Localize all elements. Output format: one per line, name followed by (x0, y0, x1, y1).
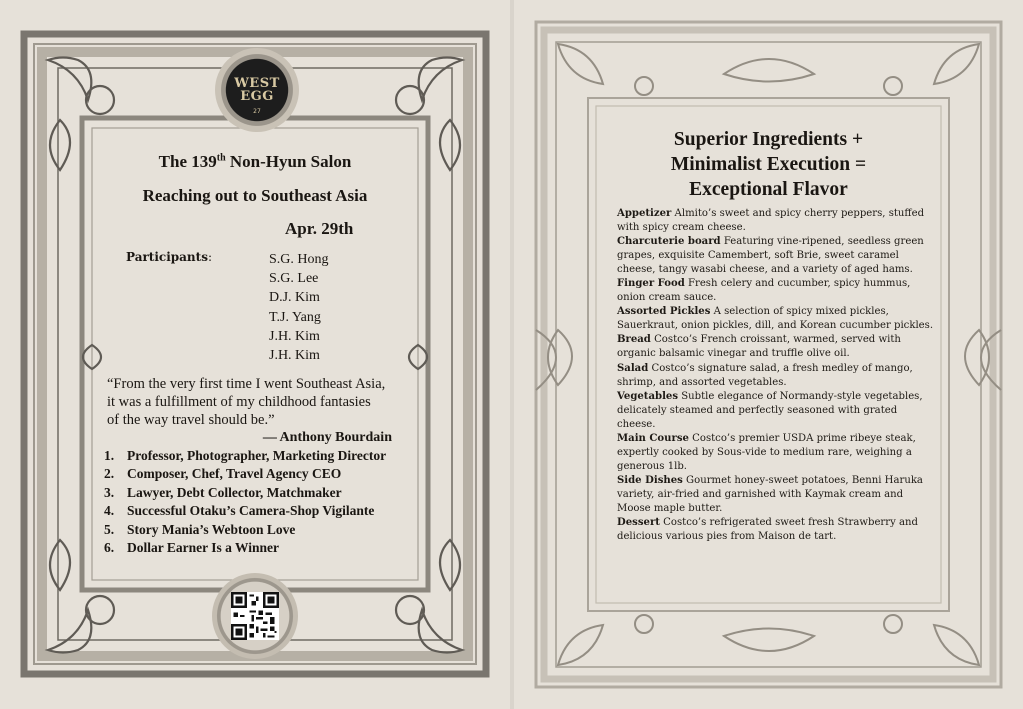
logo-text: WEST EGG (234, 76, 280, 104)
participant: J.H. Kim (269, 348, 320, 364)
menu-item: Side Dishes Gourmet honey-sweet potatoes, Benni Haruka variety, air-fried and garnished with Kaymak cream and Moose maple butter. (617, 474, 923, 514)
qr-medallion[interactable] (212, 573, 298, 659)
list-item: 6. Dollar Earner Is a Winner (104, 540, 280, 556)
participant: S.G. Lee (269, 271, 319, 287)
menu-title: Superior Ingredients + Minimalist Execution = Exceptional Flavor (670, 129, 867, 200)
west-egg-logo (215, 48, 299, 132)
menu-item: Dessert Costco’s refrigerated sweet fresh Strawberry and delicious various pies from Maison de tart. (617, 517, 918, 543)
invitation-card (0, 0, 510, 709)
participant: D.J. Kim (269, 290, 320, 306)
event-date: Apr. 29th (285, 219, 354, 238)
menu-card (514, 0, 1023, 709)
menu-item: Salad Costco’s signature salad, a fresh medley of mango, shrimp, and assorted vegetables. (617, 362, 913, 388)
menu-item: Appetizer Almito’s sweet and spicy cherry peppers, stuffed with spicy cream cheese. (617, 208, 925, 234)
salon-subtitle: Reaching out to Southeast Asia (142, 186, 368, 205)
quote-author: — Anthony Bourdain (262, 430, 392, 445)
menu-item: Main Course Costco’s premier USDA prime ribeye steak, expertly cooked by Sous-vide to medium rare, weighing a generous 1lb. (617, 432, 916, 472)
menu-item: Vegetables Subtle elegance of Normandy-style vegetables, delicately steamed and perfectly seasoned with grated cheese. (617, 390, 923, 430)
menu-item: Bread Costco’s French croissant, warmed, served with organic balsamic vinegar and truffle olive oil. (617, 334, 901, 360)
bourdain-quote: “From the very first time I went Southeast Asia, it was a fulfillment of my childhood fantasies of the way travel should be.” (107, 376, 386, 428)
list-item: 5. Story Mania’s Webtoon Love (104, 521, 296, 537)
list-item: 1. Professor, Photographer, Marketing Director (104, 448, 387, 463)
participant: S.G. Hong (269, 252, 329, 267)
participants-label: Participants: (126, 250, 213, 264)
salon-title: The 139th Non-Hyun Salon (158, 152, 352, 171)
menu-item: Finger Food Fresh celery and cucumber, spicy hummus, onion cream sauce. (617, 278, 911, 304)
participant-list (269, 250, 329, 365)
list-item: 4. Successful Otaku’s Camera-Shop Vigilante (104, 503, 375, 519)
list-item: 2. Composer, Chef, Travel Agency CEO (104, 466, 342, 482)
menu-item: Assorted Pickles A selection of spicy mixed pickles, Sauerkraut, onion pickles, dill, and Korean cucumber pickles. (617, 306, 934, 332)
list-item: 3. Lawyer, Debt Collector, Matchmaker (104, 484, 342, 500)
participant: T.J. Yang (269, 309, 321, 325)
qr-code-icon[interactable] (231, 592, 279, 640)
participant: J.H. Kim (269, 328, 320, 344)
menu-list (617, 207, 935, 544)
menu-item: Charcuterie board Featuring vine-ripened, seedless green grapes, exquisite Camembert, soft Brie, sweet caramel cheese, tangy wasabi cheese, and a variety of aged hams. (617, 236, 924, 276)
logo-number: 27 (253, 108, 261, 115)
roles-list (104, 447, 386, 557)
